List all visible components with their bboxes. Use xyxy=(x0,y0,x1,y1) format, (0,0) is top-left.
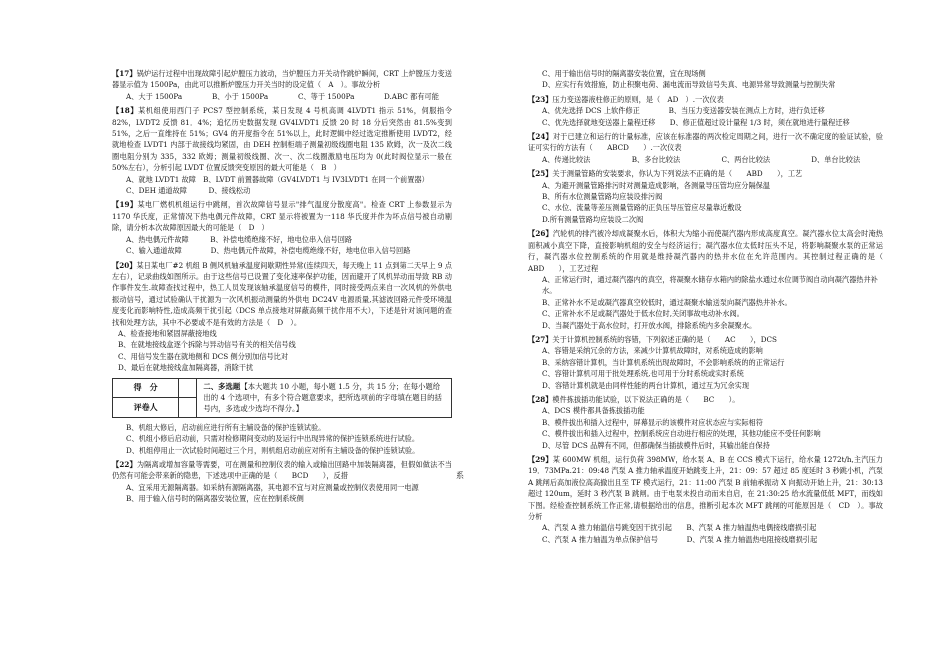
question-26 xyxy=(528,228,898,331)
question-text: 锅炉运行过程中出现故障引起炉膛压力波动，当炉膛压力开关动作跳炉瞬间，CRT 上炉膛压力变送器显示值为 1500Pa，由此可以推断炉膛压力开关当时的设定值（ A ）。事故分析 xyxy=(112,69,452,90)
side-character: 系 xyxy=(456,471,464,480)
option-d: D.所有测量管路均应装设二次阀 xyxy=(542,214,644,224)
question-23 xyxy=(528,94,883,128)
right-column xyxy=(528,68,898,548)
option-c: C、等于 1500Pa xyxy=(298,91,355,101)
question-text: 某 600MW 机组，运行负荷 398MW，给水泵 A、B 在 CCS 模式下运行，给水量 1272t/h,主汽压力 19．73MPa.21：09:48 汽泵 A 推力轴承温度开始跳变上升，21：09：57 超过 85 度延时 3 秒跳小机，汽泵 A 跳闸后高加液位高高撤出且至 TF 模式运行，21：11:00 汽泵 B 前轴承振动 X 向振动开始上升，21：30:13 超过 120um，延时 3 秒汽泵 B 跳闸。由于电泵未投自动而未自启，在 21:30:25 给水流量低低 MFT，而线如下图。经检查控制系统工作正常,请根据给出的信息，推断引起本次 MFT 跳闸的可能原因是（ CD ）。事故分析 xyxy=(528,455,883,522)
question-text: 关于计算机控制系统的容错，下列叙述正确的是（ AC ），DCS xyxy=(552,334,777,344)
options-row xyxy=(542,154,883,165)
question-number: 【26】 xyxy=(528,229,553,239)
question-29 xyxy=(528,454,883,545)
question-22 xyxy=(112,459,452,505)
question-21-options xyxy=(112,422,452,456)
option-b: B、正常补水不足或凝汽器真空较低时，通过凝聚水输送泵向凝汽器热井补水。 xyxy=(542,297,792,307)
option-a: A、宜采用无源隔离器。如采纳有源隔离器，其电源不宜与对应测量或控制仪表使用同一电源 xyxy=(126,482,419,492)
score-label: 得 分 xyxy=(113,378,179,398)
left-column xyxy=(112,68,452,508)
question-text: 压力变送器液柱修正的原则，是（ AD ）.一次仪表 xyxy=(552,94,724,104)
option-b: B、机组大修后，启动前应进行所有主辅设备的保护连锁试验。 xyxy=(126,422,326,432)
question-text: 关于测量管路的安装要求，你认为下列说法不正确的是（ ABD ），工艺 xyxy=(552,169,803,179)
option-d: D.ABC 都有可能 xyxy=(384,91,439,101)
option-line: C、DEH 通道故障 D、接线松动 xyxy=(126,186,251,196)
option-d: D、容错计算机就是由同样性能的两台计算机，通过互为冗余实现 xyxy=(542,380,750,390)
option-d: D、单台比较法 xyxy=(811,154,861,164)
question-number: 【22】 xyxy=(112,460,137,469)
option-d: D、当凝汽器处于高水位时，打开放水阀，排除系统内多余凝聚水。 xyxy=(542,320,757,330)
question-text: 对于已建立和运行的计量标准，应该在标准器的两次检定周期之间，进行一次不确定度的验证试验，验证可实行的方法有（ ABCD ）.一次仪表 xyxy=(528,132,883,153)
question-20 xyxy=(112,260,452,374)
question-number: 【18】 xyxy=(112,106,139,116)
option-line: C、输入通道故障 D、热电偶元件故障，补偿电缆绝缘不好，地电位串入信号回路 xyxy=(126,246,411,256)
option-c: C、正常补水不足或凝汽器处于低水位时,关闭事故电动补水阀。 xyxy=(542,309,744,319)
question-24 xyxy=(528,131,883,165)
option-c: C、容错计算机可用于批处理系统,也可用于分时系统或实时系统 xyxy=(542,369,744,379)
option-line: C、汽泵 A 推力轴温为单点保护信号 D、汽泵 A 推力轴温热电阻接线磨损引起 xyxy=(542,534,818,544)
question-27 xyxy=(528,334,883,391)
score-table xyxy=(112,378,197,418)
option-c: C、模件拔出和插入过程中，控制系统应自动进行相应的处理，其他功能应不受任何影响 xyxy=(542,429,821,439)
question-18 xyxy=(112,105,452,196)
options-row xyxy=(126,91,452,102)
reviewer-cell xyxy=(179,398,197,418)
option-b: B、模件拔出和插入过程中，屏幕显示的该模件对应状态应与实际相符 xyxy=(542,417,763,427)
question-text: 汽轮机的排汽被冷却成凝聚水后，体积大为缩小而使凝汽器内形成高度真空。凝汽器水位太高会时淹热面积减小真空下降，直接影响机组的安全与经济运行；凝汽器水位太低时压头不足，将影响凝聚水泵的正常运行，凝汽器水位控制系统的作用就是维持凝汽器内的热井水位在允许范围内。其控制过程正确的是（ ABD ），工艺过程 xyxy=(528,229,898,273)
section-instructions xyxy=(197,378,452,418)
score-cell xyxy=(179,378,197,398)
option-d: D、最后在就地接线盒加隔离器，消除干扰 xyxy=(118,363,254,373)
option-d: D、机组停用止一次试验时间超过三个月，则机组启动前应对所有主辅设备的保护连锁试验。 xyxy=(126,445,420,455)
option-a: A、大于 1500Pa xyxy=(126,91,183,101)
option-c: C、水位、流量等差压测量管路的正负压导压管应尽量靠近敷设 xyxy=(542,203,742,213)
question-text: 模件拣拔插功能试验，以下说法正确的是（ BC ）。 xyxy=(552,394,740,404)
option-a: A、传递比较法 xyxy=(542,154,591,164)
option-b: B、所有水位测量管路均应装设排污阀 xyxy=(542,192,663,202)
question-25 xyxy=(528,168,883,225)
question-number: 【23】 xyxy=(528,94,553,104)
option-a: A、容错是采纳冗余的方法，来减少计算机故障时，对系统造成的影响 xyxy=(542,346,763,356)
option-line: C、优先选择就地变送器上量程迁移 D、修正值超过设计量程 1/3 时，须在就地进行量程迁移 xyxy=(542,117,850,127)
option-a: A、为避开测量管路排污时对测量造成影响，各测量导压管均应分隔保温 xyxy=(542,180,771,190)
option-line: A、优先选择 DCS 上软件修正 B、当压力变送器安装在测点上方时，进行负迁移 xyxy=(542,106,825,116)
question-28 xyxy=(528,394,883,451)
option-a: A、DCS 模件都具备拣拔插功能 xyxy=(542,406,645,416)
option-b: B、在就地接线盒逐个拆除与异动信号有关的相关信号线 xyxy=(118,340,296,350)
section-title: 二、多选题 xyxy=(203,381,241,391)
question-number: 【19】 xyxy=(112,200,138,210)
option-b: B、小于 1500Pa xyxy=(212,91,269,101)
option-line: A、热电偶元件故障 B、补偿电缆绝缘不好，地电位串入信号回路 xyxy=(126,234,353,244)
option-d: D、尽管 DCS 品牌有不同，但都确保当插拔模件后时，其输出能自保持 xyxy=(542,440,770,450)
question-number: 【17】 xyxy=(112,69,137,78)
section-header-box xyxy=(112,378,452,418)
question-number: 【25】 xyxy=(528,169,553,179)
option-d: D、应实行有效措施，防止积聚电荷、漏电流而导致信号失真、电源异常导致测量与控制失常 xyxy=(542,80,836,90)
option-b: B、采纳容错计算机，当计算机系统出现故障时，不会影响系统的的正常运行 xyxy=(542,357,785,367)
question-number: 【29】 xyxy=(528,455,553,464)
question-number: 【28】 xyxy=(528,394,553,404)
question-text: 某电厂燃机机组运行中跳闸，首次故障信号显示"排气温度分散度高"。检查 CRT 上参数显示为 1170 华氏度，正常情况下热电偶元件故障，CRT 显示将被置为一118 华氏度并作为坏点信号被自动剔除，请分析本次故障原因最大的可能是（ D ） xyxy=(112,200,452,233)
option-c: C、两台比较法 xyxy=(721,154,771,164)
option-c: C、用信号发生器在就地侧和 DCS 侧分别加信号比对 xyxy=(118,351,289,361)
reviewer-label: 评卷人 xyxy=(113,398,179,418)
question-number: 【27】 xyxy=(528,334,553,344)
question-17 xyxy=(112,68,452,102)
question-19 xyxy=(112,199,452,256)
option-a: A、检查接地和紧固屏蔽接地线 xyxy=(118,328,217,338)
question-number: 【24】 xyxy=(528,132,553,142)
option-line: A、就地 LVDT1 故障 B、LVDT 前置器故障（GV4LVDT1 与 IV3LVDT1 在同一个前置器） xyxy=(126,174,429,184)
question-text: 为隔离或增加容量等需要，可在测量和控制仪表的输入或输出回路中加装隔离器，但假如做法不当仍然有可能会带来新的隐患，下述选项中正确的是（ BCD ），反措 xyxy=(112,460,452,481)
option-b: B、多台比较法 xyxy=(631,154,681,164)
option-a: A、正常运行时，通过凝汽器内的真空，将凝聚水储存水箱内的除盐水通过水位调节阀自动向凝汽器热井补水。 xyxy=(542,274,878,296)
question-number: 【20】 xyxy=(112,260,137,270)
option-b: B、用于输入信号时的隔离器安装位置，应在控制系统侧 xyxy=(126,494,304,504)
question-22-continued xyxy=(528,68,883,91)
question-text: 某机组使用西门子 PCS7 型控制系统，某日发现 4 号机高调 4LVDT1 指示 51%，伺服指令 82%，LVDT2 反馈 81．4%；追忆历史数据发现 GV4LVDT1 反馈 20 时 18 分后突然由 81.5%变到 51%，之后一直维持在 51%；GV4 的开度指令在 51%以上，此时逻辑中经过选定推断使用 LVDT2，经就地检查 LVDT1 内部于故接线均紧固，由 DEH 控制柜端子测量初级线圈电阻 135 欧姆，次一及次二线圈电阻分别为 335，332 欧姆；测量初级线圈、次一、次二线圈激励电压均为 0(此时阀位显示一般在 50%左右），分析引起 LVDT 位置反馈突变原因的最大可能是（ B ） xyxy=(112,106,452,173)
option-c: C、用于输出信号时的隔离器安装位置，宜在现场侧 xyxy=(542,69,706,78)
option-c: C、机组小修后启动前，只需对检修期间变动的及运行中出现异常的保护连锁系统进行试验。 xyxy=(126,434,420,444)
question-text: 某日某电厂#2 机组 B 侧风机轴承温度间歇期性异常(连续四天，每天晚上 11 点到第二天早上 9 点左右），记录曲线如图所示。由于这些信号已设置了变化速率保护功能，因而避开了风机异动而导致 RB 动作事件发生.故障查找过程中，热工人员发现该轴承温度信号的模件，同时接受两点来自一次风机的外供电振动信号，通过试验确认干扰源为一次风机振动测量的外供电 DC24V 电源质量,其滤波回路元件受环境温度变化而影响特性,造成高频干扰引起（DCS 单点接地对屏蔽高频干扰作用不大），下述是针对该问题的查找和处理方法，其中不必要或不是有效的方法是（ D ）。 xyxy=(112,260,452,327)
option-line: A、汽泵 A 推力轴温信号跳变因干扰引起 B、汽泵 A 推力轴温热电偶接线磨损引起 xyxy=(542,523,817,533)
section-text: 【本大题共 10 小题，每小题 1.5 分，共 15 分；在每小题给出的 4 个选项中，有多个符合题意要求，把所选项前的字母填在题目的括号内，多选或少选均不得分。】 xyxy=(203,381,442,414)
